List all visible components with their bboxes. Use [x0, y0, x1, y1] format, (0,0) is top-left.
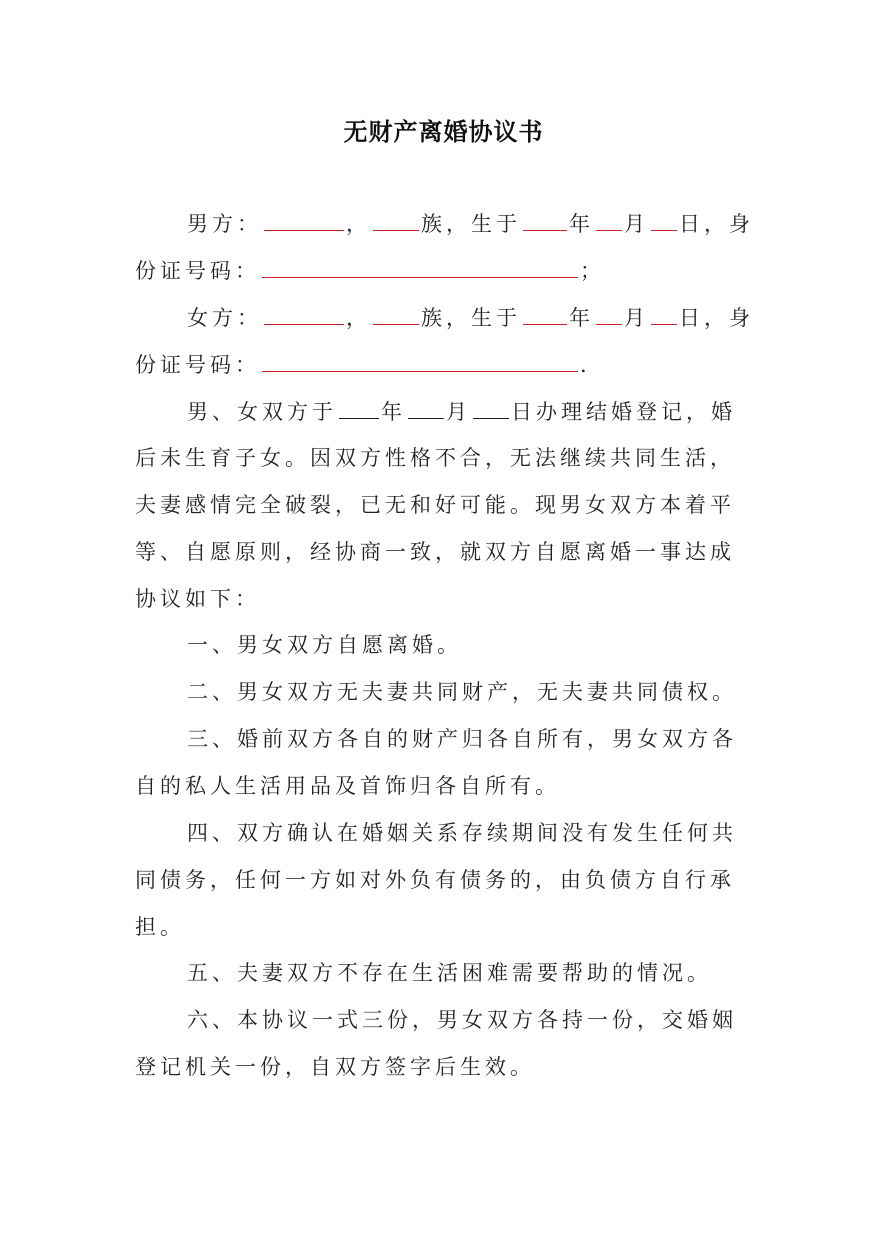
clause-1: 一、男女双方自愿离婚。	[187, 633, 462, 657]
female-id-blank[interactable]	[262, 349, 578, 372]
male-id-blank[interactable]	[262, 255, 578, 278]
female-id-label: 份证号码：	[135, 353, 260, 377]
female-birth-month-blank[interactable]	[596, 302, 622, 325]
female-name-blank[interactable]	[264, 302, 344, 325]
month-text: 月	[624, 212, 649, 236]
comma: ，	[346, 306, 371, 330]
day-text: 日，身	[679, 306, 754, 330]
marriage-line-3: 夫妻感情完全破裂，已无和好可能。现男女双方本着平	[135, 493, 735, 517]
document-title: 无财产离婚协议书	[343, 117, 544, 146]
month-text: 月	[446, 400, 471, 424]
marriage-line-5: 协议如下：	[135, 587, 260, 611]
male-party-line	[135, 208, 807, 239]
day-text: 日，身	[679, 212, 754, 236]
male-label: 男方：	[187, 212, 262, 236]
female-birth-year-blank[interactable]	[523, 302, 567, 325]
female-label: 女方：	[187, 306, 262, 330]
marriage-line-2: 后未生育子女。因双方性格不合，无法继续共同生活，	[135, 446, 735, 470]
female-ethnic-blank[interactable]	[373, 302, 419, 325]
marriage-year-blank[interactable]	[339, 396, 379, 419]
male-birth-day-blank[interactable]	[651, 208, 677, 231]
clause-4-line-2: 同债务，任何一方如对外负有债务的，由负债方自行承	[135, 868, 735, 892]
marriage-line-4: 等、自愿原则，经协商一致，就双方自愿离婚一事达成	[135, 540, 735, 564]
ethnic-birth-text: 族，生于	[421, 212, 521, 236]
clause-6-line-1: 六、本协议一式三份，男女双方各持一份，交婚姻	[187, 1008, 737, 1032]
marriage-day-blank[interactable]	[473, 396, 509, 419]
semicolon: ；	[580, 259, 605, 283]
clause-4-line-1: 四、双方确认在婚姻关系存续期间没有发生任何共	[187, 821, 737, 845]
clause-3-line-1: 三、婚前双方各自的财产归各自所有，男女双方各	[187, 727, 737, 751]
year-text: 年	[569, 212, 594, 236]
period: .	[580, 353, 591, 377]
ethnic-birth-text: 族，生于	[421, 306, 521, 330]
marriage-month-blank[interactable]	[408, 396, 444, 419]
clause-2: 二、男女双方无夫妻共同财产，无夫妻共同债权。	[187, 680, 737, 704]
male-birth-month-blank[interactable]	[596, 208, 622, 231]
month-text: 月	[624, 306, 649, 330]
clause-6-line-2: 登记机关一份，自双方签字后生效。	[135, 1055, 535, 1079]
year-text: 年	[381, 400, 406, 424]
year-text: 年	[569, 306, 594, 330]
male-name-blank[interactable]	[264, 208, 344, 231]
female-party-line	[135, 302, 807, 333]
male-id-line	[135, 255, 755, 286]
clause-4-line-3: 担。	[135, 915, 185, 939]
male-id-label: 份证号码：	[135, 259, 260, 283]
clause-3-line-2: 自的私人生活用品及首饰归各自所有。	[135, 774, 560, 798]
female-id-line	[135, 349, 755, 380]
marriage-prefix: 男、女双方于	[187, 400, 337, 424]
comma: ，	[346, 212, 371, 236]
female-birth-day-blank[interactable]	[651, 302, 677, 325]
clause-5: 五、夫妻双方不存在生活困难需要帮助的情况。	[187, 961, 712, 985]
male-birth-year-blank[interactable]	[523, 208, 567, 231]
male-ethnic-blank[interactable]	[373, 208, 419, 231]
marriage-line-1	[135, 396, 807, 427]
marriage-day-suffix: 日办理结婚登记，婚	[511, 400, 736, 424]
